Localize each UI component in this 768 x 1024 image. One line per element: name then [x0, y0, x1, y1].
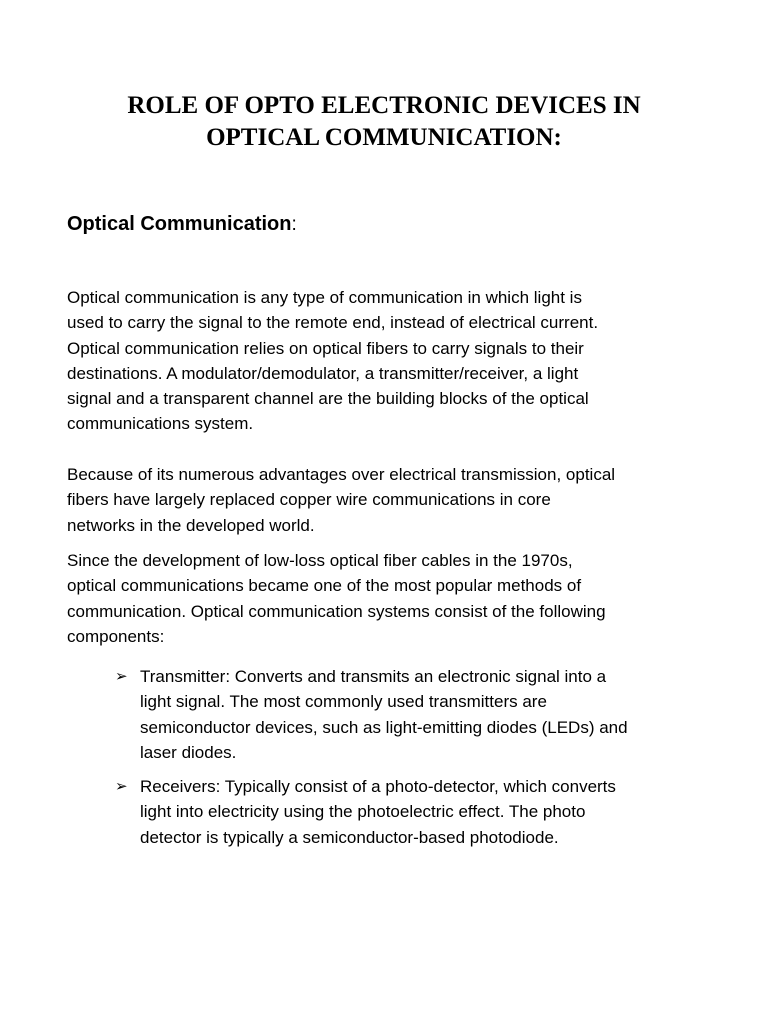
paragraph-line: destinations. A modulator/demodulator, a transmitter/receiver, a light	[67, 363, 579, 383]
paragraph-line: fibers have largely replaced copper wire communications in core	[67, 490, 551, 510]
paragraph-line: signal and a transparent channel are the building blocks of the optical	[67, 389, 589, 409]
paragraph-line: communication. Optical communication systems consist of the following	[67, 601, 606, 621]
paragraph-intro	[67, 285, 707, 437]
document-title	[40, 90, 728, 154]
list-item-receivers	[115, 774, 725, 850]
list-item-line: Transmitter: Converts and transmits an electronic signal into a	[140, 667, 607, 686]
paragraph-line: networks in the developed world.	[67, 515, 315, 535]
list-item-line: light signal. The most commonly used transmitters are	[140, 692, 547, 712]
list-item-line: detector is typically a semiconductor-based photodiode.	[140, 827, 559, 847]
title-line: OPTICAL COMMUNICATION:	[206, 124, 562, 151]
list-item-line: Receivers: Typically consist of a photo-detector, which converts	[140, 777, 616, 797]
arrow-bullet-icon: ➢	[115, 778, 128, 796]
paragraph-line: communications system.	[67, 414, 254, 434]
paragraph-line: Optical communication is any type of communication in which light is	[67, 288, 582, 307]
section-heading-text: Optical Communication	[67, 213, 292, 235]
list-item-line: semiconductor devices, such as light-emitting diodes (LEDs) and	[140, 717, 628, 737]
components-list	[115, 664, 725, 859]
paragraph-line: used to carry the signal to the remote end, instead of electrical current.	[67, 313, 599, 333]
paragraph-line: Since the development of low-loss optical fiber cables in the 1970s,	[67, 551, 573, 570]
paragraph-line: Because of its numerous advantages over electrical transmission, optical	[67, 465, 616, 484]
list-item-line: light into electricity using the photoelectric effect. The photo	[140, 802, 586, 822]
paragraph-line: components:	[67, 626, 165, 646]
section-heading-colon: :	[291, 214, 297, 235]
title-line: ROLE OF OPTO ELECTRONIC DEVICES IN	[127, 92, 641, 119]
paragraph-history	[67, 548, 707, 649]
paragraph-line: Optical communication relies on optical fibers to carry signals to their	[67, 338, 584, 358]
section-heading	[67, 210, 297, 239]
paragraph-line: optical communications became one of the most popular methods of	[67, 576, 582, 596]
list-item-line: laser diodes.	[140, 742, 237, 762]
arrow-bullet-icon: ➢	[115, 668, 128, 685]
paragraph-advantages	[67, 462, 707, 538]
list-item-transmitter	[115, 664, 725, 765]
